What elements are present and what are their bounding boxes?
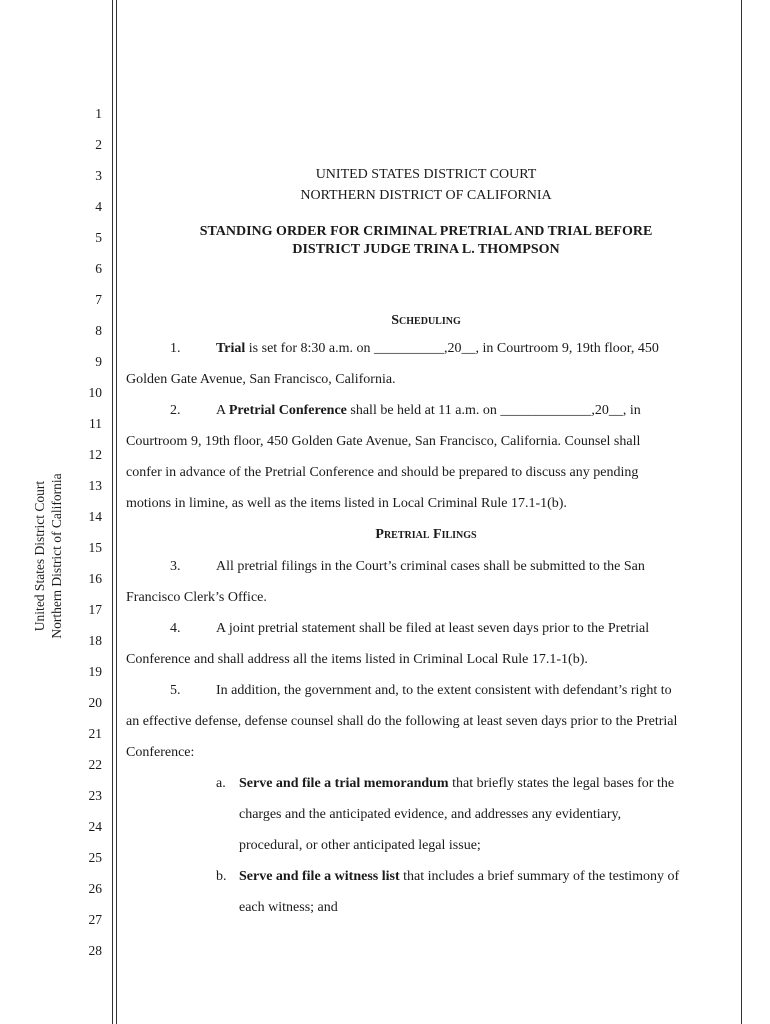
sidebar-court-name: United States District Court [32, 480, 47, 632]
line-number: 12 [88, 447, 102, 462]
paragraph-1-line-2: Golden Gate Avenue, San Francisco, California. [126, 372, 396, 387]
paragraph-number-3: 3. [170, 559, 181, 574]
list-item-b-line-2: each witness; and [239, 900, 338, 915]
line-number: 14 [88, 509, 102, 524]
paragraph-1-bold: Trial [216, 341, 246, 356]
paragraph-5-line-3: Conference: [126, 745, 195, 760]
paragraph-5-line-2: an effective defense, defense counsel shall do the following at least seven days prior to the Pretrial [126, 714, 678, 729]
line-number: 26 [88, 881, 102, 896]
list-item-a-line-1 [239, 775, 674, 793]
paragraph-2-prefix: A [216, 403, 229, 418]
line-number: 2 [95, 137, 102, 152]
list-item-a-bold: Serve and file a trial memorandum [239, 776, 449, 791]
line-number: 19 [88, 664, 102, 679]
left-margin-rule-2 [116, 0, 117, 1024]
paragraph-number-2: 2. [170, 403, 181, 418]
line-number: 22 [88, 757, 102, 772]
line-number: 18 [88, 633, 102, 648]
line-number: 5 [95, 230, 102, 245]
line-number: 3 [95, 168, 102, 183]
paragraph-2-line-1 [216, 402, 641, 420]
line-number: 1 [95, 106, 102, 121]
paragraph-4-line-2: Conference and shall address all the items listed in Criminal Local Rule 17.1-1(b). [126, 652, 588, 667]
list-item-a-label: a. [216, 776, 226, 791]
line-number: 23 [88, 788, 102, 803]
line-number: 21 [88, 726, 102, 741]
list-item-b-label: b. [216, 869, 227, 884]
order-title-line-1: STANDING ORDER FOR CRIMINAL PRETRIAL AND TRIAL BEFORE [199, 224, 653, 239]
paragraph-1-text: is set for 8:30 a.m. on __________,20__, in Courtroom 9, 19th floor, 450 [245, 341, 659, 356]
section-heading-pretrial-filings: Pretrial Filings [375, 527, 477, 542]
line-number: 8 [95, 323, 102, 338]
line-number: 6 [95, 261, 102, 276]
paragraph-3-line-2: Francisco Clerk’s Office. [126, 590, 267, 605]
list-item-a-text: that briefly states the legal bases for the [448, 776, 675, 791]
court-name: UNITED STATES DISTRICT COURT [315, 167, 537, 182]
line-number: 7 [95, 292, 102, 307]
line-number: 13 [88, 478, 102, 493]
paragraph-2-text: shall be held at 11 a.m. on _____________,20__, in [346, 403, 641, 418]
line-number: 4 [95, 199, 102, 214]
paragraph-4-line-1: A joint pretrial statement shall be filed at least seven days prior to the Pretrial [216, 621, 650, 636]
left-margin-rule-1 [112, 0, 113, 1024]
paragraph-2-line-2: Courtroom 9, 19th floor, 450 Golden Gate Avenue, San Francisco, California. Counsel shall [126, 434, 641, 449]
line-number: 24 [88, 819, 102, 834]
court-sidebar-label [31, 376, 65, 736]
paragraph-3-line-1: All pretrial filings in the Court’s criminal cases shall be submitted to the San [216, 559, 645, 574]
line-number: 20 [88, 695, 102, 710]
paragraph-2-line-3: confer in advance of the Pretrial Conference and should be prepared to discuss any pending [126, 465, 639, 480]
line-number: 15 [88, 540, 102, 555]
sidebar-district-name: Northern District of California [49, 473, 64, 639]
list-item-b-text: that includes a brief summary of the testimony of [399, 869, 680, 884]
paragraph-number-1: 1. [170, 341, 181, 356]
paragraph-1-line-1 [216, 340, 659, 358]
order-title-line-2: DISTRICT JUDGE TRINA L. THOMPSON [292, 242, 560, 257]
section-heading-scheduling: Scheduling [391, 313, 461, 328]
line-number: 9 [95, 354, 102, 369]
line-number: 27 [88, 912, 102, 927]
list-item-a-line-3: procedural, or other anticipated legal issue; [239, 838, 481, 853]
paragraph-5-line-1: In addition, the government and, to the extent consistent with defendant’s right to [216, 683, 672, 698]
paragraph-2-bold: Pretrial Conference [228, 403, 347, 418]
paragraph-number-5: 5. [170, 683, 181, 698]
line-number: 16 [88, 571, 102, 586]
line-number: 17 [88, 602, 102, 617]
line-number: 10 [88, 385, 102, 400]
list-item-a-line-2: charges and the anticipated evidence, and addresses any evidentiary, [239, 807, 622, 822]
line-number: 11 [89, 416, 102, 431]
line-number: 28 [88, 943, 102, 958]
paragraph-2-line-4: motions in limine, as well as the items listed in Local Criminal Rule 17.1-1(b). [126, 496, 567, 511]
right-margin-rule [741, 0, 742, 1024]
list-item-b-bold: Serve and file a witness list [239, 869, 400, 884]
line-number: 25 [88, 850, 102, 865]
district-name: NORTHERN DISTRICT OF CALIFORNIA [300, 188, 552, 203]
list-item-b-line-1 [239, 868, 679, 886]
paragraph-number-4: 4. [170, 621, 181, 636]
